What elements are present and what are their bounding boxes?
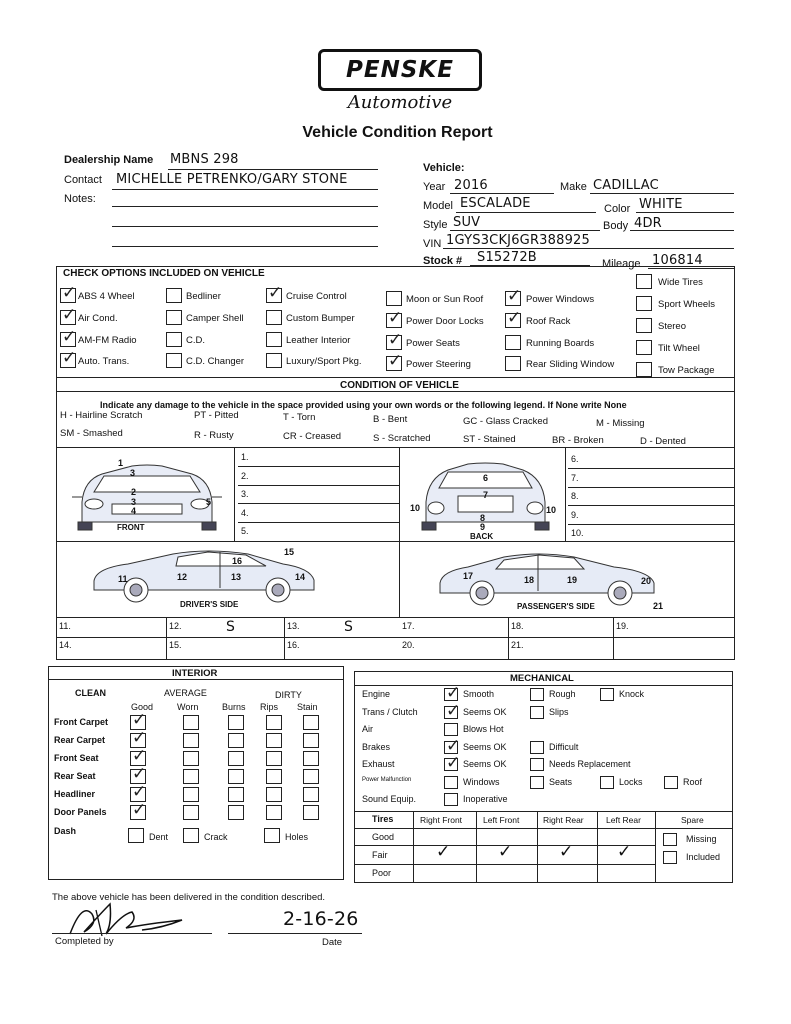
page-title: Vehicle Condition Report	[302, 124, 493, 141]
dash-option: Holes	[285, 832, 309, 842]
year-label: Year	[423, 181, 446, 193]
option-checkbox[interactable]	[166, 353, 182, 368]
option-checkbox[interactable]	[505, 313, 521, 328]
mechanical-checkbox[interactable]	[444, 688, 458, 701]
option-checkbox[interactable]	[636, 318, 652, 333]
tires-col-header: Right Front	[420, 815, 463, 825]
option-label: Power Door Locks	[406, 316, 484, 327]
entry-number: 12.	[169, 621, 182, 631]
interior-checkbox[interactable]	[266, 805, 282, 820]
interior-checkbox[interactable]	[266, 769, 282, 784]
mechanical-checkbox[interactable]	[600, 776, 614, 789]
tire-fair-mark[interactable]: ✓	[559, 842, 574, 862]
option-checkbox[interactable]	[386, 335, 402, 350]
color-label: Color	[604, 203, 631, 215]
option-label: AM-FM Radio	[78, 335, 137, 346]
make-label: Make	[560, 181, 587, 193]
spare-option: Missing	[686, 834, 717, 844]
mechanical-checkbox[interactable]	[444, 741, 458, 754]
entry-number: 10.	[571, 528, 584, 538]
mechanical-row-label: Engine	[362, 689, 391, 699]
option-label: Power Seats	[406, 338, 460, 349]
option-label: Stereo	[658, 321, 686, 332]
option-checkbox[interactable]	[60, 288, 76, 303]
interior-checkbox[interactable]	[228, 733, 244, 748]
interior-row-label: Headliner	[54, 789, 96, 799]
mechanical-checkbox[interactable]	[530, 776, 544, 789]
option-checkbox[interactable]	[60, 310, 76, 325]
model-value: ESCALADE	[460, 196, 531, 211]
mechanical-heading: MECHANICAL	[510, 673, 574, 684]
interior-heading: INTERIOR	[172, 668, 218, 679]
mechanical-option: Knock	[619, 689, 645, 699]
interior-checkbox[interactable]	[183, 787, 199, 802]
interior-checkbox[interactable]	[303, 733, 319, 748]
completed-by-label: Completed by	[55, 936, 114, 947]
dealership-value: MBNS 298	[170, 152, 239, 167]
dealership-label: Dealership Name	[64, 154, 154, 166]
mechanical-row-label: Brakes	[362, 741, 391, 752]
vin-value: 1GYS3CKJ6GR388925	[446, 233, 591, 248]
mechanical-option: Windows	[463, 776, 500, 787]
mechanical-option: Smooth	[463, 689, 495, 699]
front-view-diagram	[62, 452, 232, 537]
spare-checkbox[interactable]	[663, 833, 677, 846]
front-part-1: 1	[118, 458, 124, 468]
interior-checkbox[interactable]	[303, 805, 319, 820]
interior-checkbox[interactable]	[266, 751, 282, 766]
year-value: 2016	[454, 178, 488, 193]
interior-checkbox[interactable]	[228, 805, 244, 820]
option-label: Running Boards	[526, 338, 595, 349]
style-label: Style	[423, 219, 448, 231]
interior-col-header: Burns	[222, 702, 246, 712]
interior-checkbox[interactable]	[266, 715, 282, 730]
interior-checkbox[interactable]	[183, 769, 199, 784]
mileage-label: Mileage	[602, 258, 641, 270]
option-label: Moon or Sun Roof	[406, 294, 484, 305]
mechanical-option: Needs Replacement	[549, 759, 631, 769]
notes-label: Notes:	[64, 193, 96, 205]
interior-checkbox[interactable]	[266, 733, 282, 748]
mechanical-row-label: Air	[362, 724, 373, 734]
interior-checkbox[interactable]	[183, 733, 199, 748]
interior-checkbox[interactable]	[228, 751, 244, 766]
tires-col-header: Spare	[681, 815, 704, 825]
dirty-label: DIRTY	[275, 690, 302, 700]
tires-label: Tires	[372, 814, 394, 824]
tires-row-label: Fair	[372, 850, 388, 860]
entry-number: 11.	[59, 621, 71, 631]
option-checkbox[interactable]	[636, 340, 652, 355]
option-label: Roof Rack	[526, 316, 571, 327]
entry-number: 20.	[402, 640, 415, 650]
entry-number: 21.	[511, 640, 524, 650]
mechanical-option: Inoperative	[463, 794, 508, 804]
legend-item: T - Torn	[283, 412, 316, 423]
interior-col-header: Worn	[177, 702, 199, 712]
interior-checkbox[interactable]	[303, 715, 319, 730]
model-label: Model	[423, 200, 453, 212]
tires-col-header: Right Rear	[543, 815, 584, 825]
option-label: Sport Wheels	[658, 299, 716, 310]
options-heading: CHECK OPTIONS INCLUDED ON VEHICLE	[63, 268, 265, 279]
entry-value[interactable]: S	[344, 619, 354, 635]
mechanical-checkbox[interactable]	[444, 776, 458, 789]
interior-checkbox[interactable]	[303, 787, 319, 802]
option-checkbox[interactable]	[386, 291, 402, 306]
mechanical-option: Rough	[549, 689, 576, 699]
mechanical-option: Seems OK	[463, 759, 507, 769]
option-label: Air Cond.	[78, 313, 118, 324]
mechanical-checkbox[interactable]	[664, 776, 678, 789]
option-checkbox[interactable]	[636, 362, 652, 377]
legend-item: SM - Smashed	[60, 428, 123, 439]
interior-checkbox[interactable]	[303, 769, 319, 784]
mechanical-checkbox[interactable]	[444, 723, 458, 736]
option-checkbox[interactable]	[166, 332, 182, 347]
mechanical-option: Seems OK	[463, 706, 507, 717]
mechanical-row-label: Sound Equip.	[362, 794, 417, 804]
contact-label: Contact	[64, 174, 102, 186]
stock-value: S15272B	[477, 250, 537, 265]
legend-item: B - Bent	[373, 414, 408, 425]
passengers-side-label: PASSENGER'S SIDE	[517, 602, 595, 611]
entry-number: 4.	[241, 507, 249, 518]
entry-number: 9.	[571, 509, 579, 520]
option-label: Bedliner	[186, 291, 221, 302]
entry-number: 17.	[402, 621, 415, 631]
interior-checkbox[interactable]	[130, 805, 146, 820]
legend-item: D - Dented	[640, 436, 686, 447]
option-label: Power Windows	[526, 294, 595, 305]
entry-number: 3.	[241, 489, 249, 499]
option-checkbox[interactable]	[386, 313, 402, 328]
spare-checkbox[interactable]	[663, 851, 677, 864]
option-checkbox[interactable]	[166, 310, 182, 325]
average-label: AVERAGE	[164, 688, 207, 698]
vin-label: VIN	[423, 238, 442, 250]
mechanical-option: Seems OK	[463, 741, 507, 752]
condition-heading: CONDITION OF VEHICLE	[340, 380, 459, 391]
dash-option: Crack	[204, 832, 228, 842]
mechanical-checkbox[interactable]	[444, 758, 458, 771]
mechanical-checkbox[interactable]	[530, 741, 544, 754]
option-label: Camper Shell	[186, 313, 244, 324]
legend-item: H - Hairline Scratch	[60, 410, 143, 421]
tires-row-label: Good	[372, 832, 395, 842]
mechanical-row-label: Exhaust	[362, 759, 395, 769]
option-label: Cruise Control	[286, 291, 347, 302]
option-label: Auto. Trans.	[78, 356, 130, 367]
mechanical-option: Roof	[683, 776, 703, 787]
body-value: 4DR	[634, 216, 662, 231]
mileage-value: 106814	[652, 253, 703, 268]
option-checkbox[interactable]	[505, 291, 521, 306]
mechanical-option: Seats	[549, 776, 573, 787]
tires-col-header: Left Rear	[606, 815, 641, 825]
interior-row-label: Rear Carpet	[54, 735, 106, 745]
option-label: Luxury/Sport Pkg.	[286, 356, 362, 367]
option-checkbox[interactable]	[266, 353, 282, 368]
mechanical-option: Slips	[549, 706, 569, 717]
entry-number: 5.	[241, 526, 249, 536]
option-checkbox[interactable]	[386, 356, 402, 371]
interior-col-header: Stain	[297, 702, 318, 712]
option-label: Rear Sliding Window	[526, 359, 615, 370]
back-label: BACK	[470, 532, 494, 541]
entry-number: 19.	[616, 621, 629, 631]
make-value: CADILLAC	[593, 178, 659, 193]
front-label: FRONT	[117, 523, 145, 532]
legend-item: M - Missing	[596, 418, 645, 429]
logo-sub: Automotive	[347, 92, 453, 113]
interior-checkbox[interactable]	[228, 715, 244, 730]
drivers-side-label: DRIVER'S SIDE	[180, 600, 239, 609]
date-label: Date	[322, 937, 343, 948]
clean-label: CLEAN	[75, 688, 106, 698]
legend-item: CR - Creased	[283, 431, 342, 442]
option-checkbox[interactable]	[266, 332, 282, 347]
tire-fair-mark[interactable]: ✓	[617, 842, 632, 862]
option-checkbox[interactable]	[266, 288, 282, 303]
delivery-statement: The above vehicle has been delivered in the condition described.	[52, 892, 326, 903]
interior-row-label: Rear Seat	[54, 771, 96, 781]
dash-option: Dent	[149, 832, 169, 842]
interior-checkbox[interactable]	[228, 787, 244, 802]
mechanical-checkbox[interactable]	[600, 688, 614, 701]
entry-number: 7.	[571, 472, 579, 483]
dash-checkbox[interactable]	[183, 828, 199, 843]
mechanical-checkbox[interactable]	[530, 758, 544, 771]
interior-checkbox[interactable]	[228, 769, 244, 784]
option-label: C.D. Changer	[186, 356, 245, 367]
option-checkbox[interactable]	[60, 332, 76, 347]
mechanical-option: Locks	[619, 776, 643, 787]
spare-option: Included	[686, 852, 721, 862]
mechanical-row-label: Power Malfunction	[362, 776, 412, 783]
tire-fair-mark[interactable]: ✓	[498, 842, 513, 862]
option-checkbox[interactable]	[505, 356, 521, 371]
option-label: Tilt Wheel	[658, 343, 700, 354]
option-label: ABS 4 Wheel	[78, 291, 135, 302]
option-checkbox[interactable]	[505, 335, 521, 350]
legend-item: PT - Pitted	[194, 410, 239, 421]
style-value: SUV	[453, 215, 481, 230]
tires-col-header: Left Front	[483, 815, 520, 825]
option-label: C.D.	[186, 335, 205, 346]
option-label: Custom Bumper	[286, 313, 355, 324]
dash-checkbox[interactable]	[128, 828, 144, 843]
legend-item: GC - Glass Cracked	[463, 416, 548, 427]
notes-line	[112, 206, 378, 207]
dash-label: Dash	[54, 826, 77, 836]
mechanical-checkbox[interactable]	[444, 706, 458, 719]
contact-value: MICHELLE PETRENKO/GARY STONE	[116, 172, 348, 187]
entry-number: 6.	[571, 454, 579, 464]
interior-row-label: Front Carpet	[54, 717, 108, 727]
interior-checkbox[interactable]	[183, 715, 199, 730]
penske-logo	[318, 49, 482, 91]
interior-row-label: Door Panels	[54, 807, 107, 817]
body-label: Body	[603, 220, 629, 232]
interior-checkbox[interactable]	[303, 751, 319, 766]
legend-item: ST - Stained	[463, 434, 516, 445]
option-label: Wide Tires	[658, 277, 703, 288]
interior-col-header: Good	[131, 702, 154, 712]
entry-number: 1.	[241, 452, 249, 462]
option-label: Power Steering	[406, 359, 471, 370]
option-checkbox[interactable]	[636, 296, 652, 311]
legend-item: BR - Broken	[552, 435, 604, 446]
interior-col-header: Rips	[260, 702, 279, 712]
entry-value[interactable]: S	[226, 619, 236, 635]
entry-number: 15.	[169, 640, 182, 650]
tire-fair-mark[interactable]: ✓	[436, 842, 451, 862]
stock-label: Stock #	[423, 255, 463, 267]
mechanical-option: Blows Hot	[463, 724, 504, 734]
mechanical-checkbox[interactable]	[444, 793, 458, 806]
interior-checkbox[interactable]	[183, 751, 199, 766]
option-label: Leather Interior	[286, 335, 351, 346]
mechanical-row-label: Trans / Clutch	[362, 706, 418, 717]
entry-number: 2.	[241, 470, 249, 481]
entry-number: 16.	[287, 640, 300, 650]
condition-instructions: Indicate any damage to the vehicle in the space provided using your own words or the following legend. If None write None	[100, 400, 627, 410]
entry-number: 13.	[287, 621, 300, 631]
vehicle-label: Vehicle:	[423, 162, 465, 174]
interior-row-label: Front Seat	[54, 753, 99, 763]
mechanical-checkbox[interactable]	[530, 688, 544, 701]
entry-number: 14.	[59, 640, 72, 650]
color-value: WHITE	[639, 197, 683, 212]
entry-number: 8.	[571, 491, 579, 501]
tires-row-label: Poor	[372, 868, 392, 878]
option-checkbox[interactable]	[60, 353, 76, 368]
option-checkbox[interactable]	[166, 288, 182, 303]
entry-number: 18.	[511, 621, 524, 631]
dash-checkbox[interactable]	[264, 828, 280, 843]
mechanical-option: Difficult	[549, 741, 579, 752]
interior-checkbox[interactable]	[183, 805, 199, 820]
option-label: Tow Package	[658, 365, 715, 376]
option-checkbox[interactable]	[266, 310, 282, 325]
option-checkbox[interactable]	[636, 274, 652, 289]
mechanical-checkbox[interactable]	[530, 706, 544, 719]
legend-item: S - Scratched	[373, 433, 431, 444]
logo-brand: PENSKE	[346, 57, 454, 83]
interior-checkbox[interactable]	[266, 787, 282, 802]
legend-item: R - Rusty	[194, 430, 234, 441]
date-value: 2-16-26	[283, 908, 359, 930]
